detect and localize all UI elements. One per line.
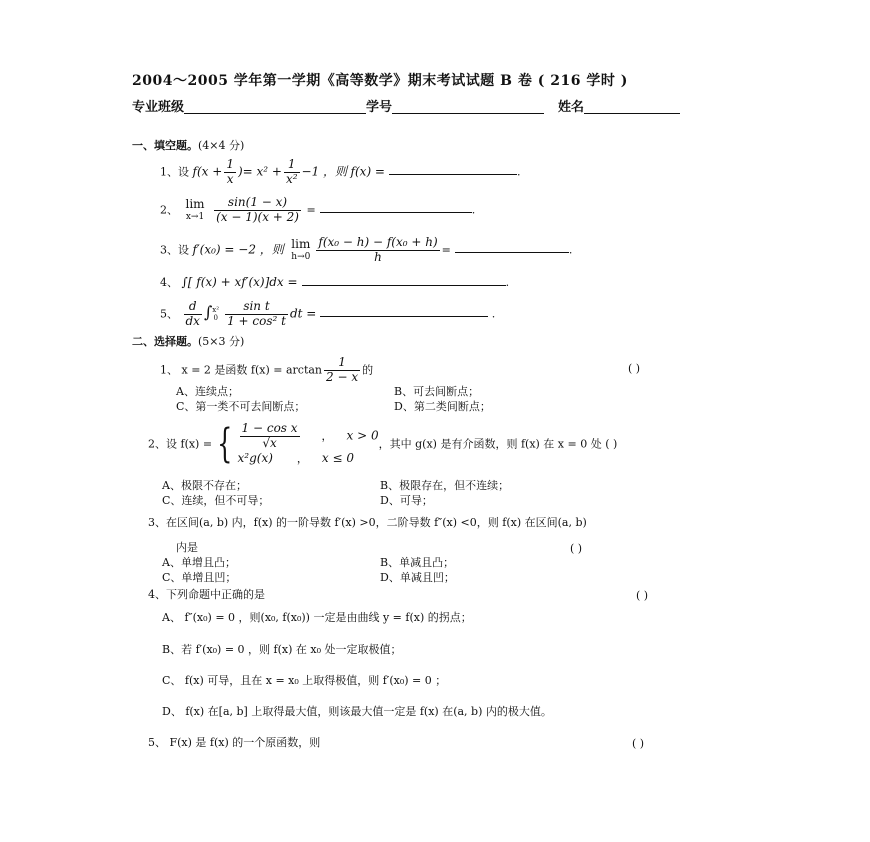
mc-q2-option-d: D、可导； [380, 494, 433, 507]
q5-limits: x² 0 [212, 306, 220, 323]
mc-q4-option-d: D、 f(x) 在[a, b] 上取得最大值，则该最大值一定是 f(x) 在(a, b) 内的极大值。 [162, 705, 552, 718]
q4-answer-blank[interactable] [302, 274, 506, 286]
q2-answer-blank[interactable] [320, 201, 472, 213]
mc-q1-stem: 1、 x = 2 是函数 f(x) = arctan [160, 363, 323, 377]
q1-rhs2: −1 ，则 [301, 164, 348, 179]
class-label: 专业班级 [132, 100, 185, 115]
id-blank[interactable] [392, 101, 544, 114]
q4-number: 4、 [160, 276, 178, 289]
mc-q4-option-a: A、 f″(x₀) = 0 ，则(x₀, f(x₀)) 一定是由曲线 y = f(x) 的拐点； [162, 611, 472, 624]
mc-q1-tail: 的 [362, 363, 374, 377]
mc-q2-brace: { [217, 421, 233, 468]
q3-number: 3、 [160, 243, 178, 257]
choice-q5: 5、 F(x) 是 f(x) 的一个原函数，则 [148, 736, 321, 749]
mc-q2-option-b: B、极限存在，但不连续； [380, 479, 510, 492]
q5-dt: dt = [289, 306, 317, 321]
q1-frac2: $\frac{1}{\text{x²}}$ [285, 157, 298, 186]
q1-pre: 设 [178, 165, 189, 179]
mc-q2-tail: ，其中 g(x) 是有介函数，则 f(x) 在 x = 0 处 ( ) [378, 437, 618, 451]
section1-title: 一、填空题。 [132, 139, 198, 152]
id-label: 学号 [366, 100, 393, 115]
mc-q1-frac: $\frac{1}{2 - x}$ [326, 355, 359, 384]
fill-q5: 5、 $\frac{d}{dx}$ ∫ x² 0 $\frac{\text{sin t}}{\text{1 + cos² t}}$ dt = . [160, 299, 496, 328]
mc-q2-cases: $\frac{\text{1 − cos x}}{√x}$ ， x > 0 x²g(x) ， x ≤ 0 [237, 421, 379, 465]
q1-answer-blank[interactable] [389, 163, 517, 175]
section2-heading [132, 336, 244, 347]
section2-title: 二、选择题。 [132, 335, 198, 348]
choice-q1 [160, 356, 373, 385]
name-label: 姓名 [558, 100, 585, 115]
q5-integral: ∫ [203, 302, 213, 322]
q2-lim: lim x→1 [185, 197, 205, 223]
fill-q3: 3、设 f′(x₀) = −2 ，则 lim h→0 $\frac{\text{f(x₀ − h) − f(x₀ + h)}}{h}$ = . [160, 235, 573, 264]
student-info-row [132, 101, 680, 114]
mc-q2-stem: 2、设 f(x) = [148, 437, 213, 451]
fill-q2: 2、 lim x→1 $\frac{\sin(1 - x)}{(x - 1)(x + 2)}$ = . [160, 195, 476, 224]
q1-func: f(x + [192, 164, 223, 179]
mc-q2-option-a: A、极限不存在； [162, 479, 247, 492]
q1-frac1: $\frac{1}{x}$ [226, 157, 234, 186]
mc-q1-option-d: D、第二类间断点； [394, 400, 491, 413]
mc-q4-option-c: C、 f(x) 可导，且在 x = x₀ 上取得极值，则 f′(x₀) = 0 ； [162, 674, 447, 687]
exam-title: 2004～2005 学年第一学期《高等数学》期末考试试题 B 卷 ( 216 学时 ) [132, 73, 628, 89]
mc-q2-option-c: C、连续，但不可导； [162, 494, 270, 507]
section2-score: (5×3 分) [198, 335, 245, 348]
q1-rhs1: )= x² + [237, 164, 282, 179]
section1-score: (4×4 分) [198, 139, 245, 152]
q3-lim: lim h→0 [291, 237, 311, 263]
q3-answer-blank[interactable] [455, 241, 569, 253]
fill-q1: 1、设 f(x + $\frac{1}{x}$ )= x² + $\frac{1}{\text{x²}}$ −1 ，则 f(x) = . [160, 157, 521, 186]
mc-q4-option-b: B、若 f′(x₀) = 0 ，则 f(x) 在 x₀ 处一定取极值； [162, 643, 402, 656]
q5-frac: $\frac{\text{sin t}}{\text{1 + cos² t}}$ [227, 299, 286, 328]
mc-q4-answer-paren[interactable]: ( ) [636, 589, 649, 602]
choice-q3: 3、在区间(a, b) 内，f(x) 的一阶导数 f′(x) >0，二阶导数 f″(x) <0，则 f(x) 在区间(a, b) [148, 516, 587, 529]
fill-q4: 4、 ∫[ f(x) + xf′(x)]dx = . [160, 275, 510, 289]
mc-q3-option-c: C、单增且凹； [162, 571, 237, 584]
mc-q3-answer-paren[interactable]: ( ) [570, 542, 583, 555]
q3-frac: $\frac{\text{f(x₀ − h) − f(x₀ + h)}}{h}$ [318, 235, 438, 264]
mc-q3-option-a: A、单增且凸； [162, 556, 236, 569]
mc-q1-answer-paren[interactable]: ( ) [628, 362, 641, 375]
mc-q1-option-b: B、可去间断点； [394, 385, 480, 398]
q2-frac: $\frac{\sin(1 - x)}{(x - 1)(x + 2)}$ [216, 195, 299, 224]
q2-number: 2、 [160, 203, 178, 217]
q3-condition: f′(x₀) = −2 ，则 [192, 242, 284, 257]
q3-eq: = [441, 243, 451, 257]
q1-fx: f(x) = [350, 164, 385, 179]
section1-heading [132, 140, 244, 151]
mc-q1-option-a: A、连续点； [176, 385, 239, 398]
q3-pre: 设 [178, 243, 189, 257]
q5-ddx: $\frac{d}{dx}$ [185, 299, 200, 328]
q2-eq: = [306, 203, 316, 217]
name-blank[interactable] [584, 101, 680, 114]
mc-q3-option-d: D、单减且凹； [380, 571, 455, 584]
mc-q3-stem2: 内是 [176, 541, 198, 554]
choice-q2 [148, 422, 617, 466]
class-blank[interactable] [184, 101, 366, 114]
mc-q3-option-b: B、单减且凸； [380, 556, 455, 569]
mc-q5-answer-paren[interactable]: ( ) [632, 737, 645, 750]
q5-number: 5、 [160, 307, 178, 321]
mc-q1-option-c: C、第一类不可去间断点； [176, 400, 306, 413]
q5-answer-blank[interactable] [320, 305, 488, 317]
choice-q4: 4、下列命题中正确的是 [148, 588, 265, 601]
q4-expr: ∫[ f(x) + xf′(x)]dx = [181, 275, 298, 289]
q1-number: 1、 [160, 165, 178, 179]
